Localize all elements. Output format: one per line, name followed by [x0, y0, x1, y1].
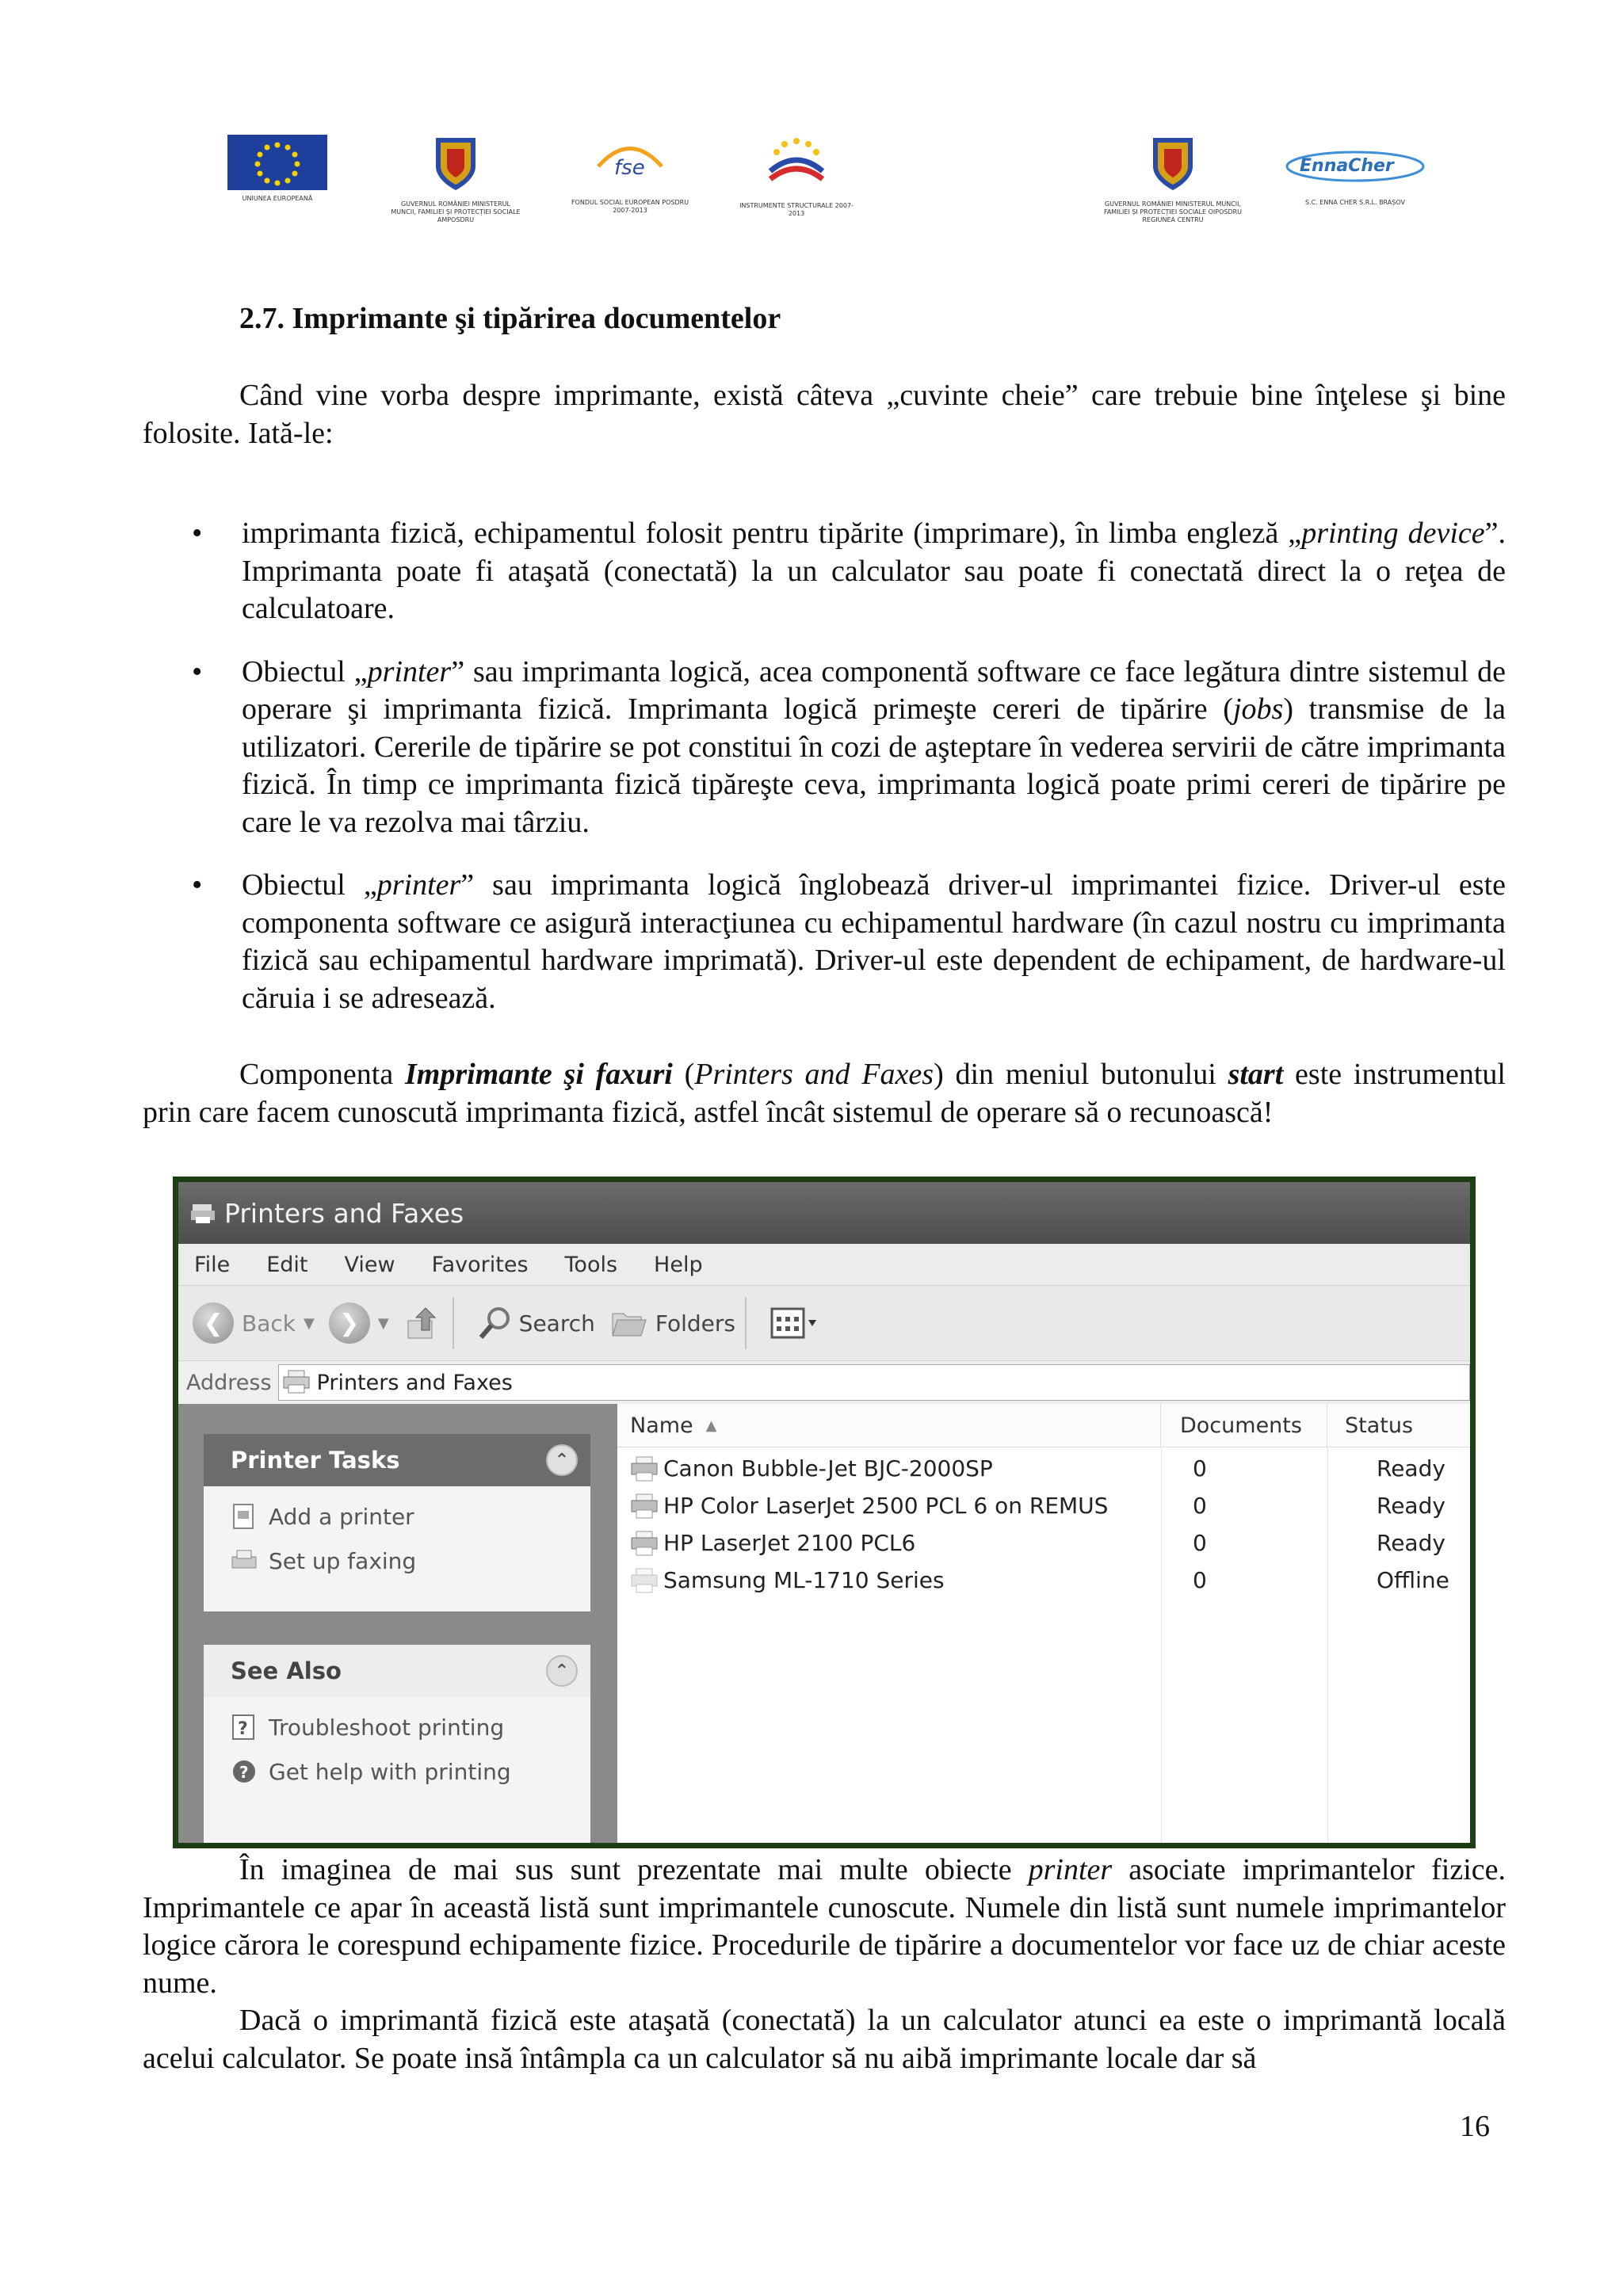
fse-icon — [590, 135, 670, 190]
structural-logo — [737, 135, 856, 218]
task-pane — [178, 1404, 617, 1843]
window-title: Printers and Faxes — [224, 1197, 464, 1229]
toolbar-separator — [745, 1297, 747, 1349]
address-value: Printers and Faxes — [316, 1370, 513, 1395]
logo-caption: FONDUL SOCIAL EUROPEAN POSDRU 2007-2013 — [571, 199, 689, 214]
address-bar — [178, 1361, 1470, 1405]
logo-caption: GUVERNUL ROMÂNIEI MINISTERUL MUNCII, FAMILIEI ȘI PROTECȚIEI SOCIALE AMPOSDRU — [391, 200, 521, 223]
link-troubleshoot-printing[interactable]: ? Troubleshoot printing — [231, 1705, 590, 1749]
printer-tasks-title: Printer Tasks — [231, 1447, 400, 1474]
after-image-paragraph: În imaginea de mai sus sunt prezentate mai multe obiecte printer asociate imprimantelor fizice. Imprimantele ce apar în această listă sunt imprimantele cunoscute. Numele din listă sunt numele imprimantelor logice cărora le corespund echipamente fizice. Procedurile de tipărire a documentelor vor face uz de chiar aceste nume. — [143, 1853, 1507, 2000]
logo-caption: UNIUNEA EUROPEANĂ — [242, 195, 313, 202]
task-setup-faxing[interactable]: Set up faxing — [231, 1539, 590, 1583]
printer-icon — [630, 1567, 659, 1594]
back-label: Back — [242, 1310, 296, 1337]
menu-file[interactable]: File — [194, 1252, 231, 1277]
menu-tools[interactable]: Tools — [564, 1252, 618, 1277]
see-also-title: See Also — [231, 1657, 342, 1684]
printer-tasks-body — [204, 1486, 590, 1594]
sort-ascending-icon: ▲ — [705, 1417, 717, 1434]
list-header — [617, 1404, 1470, 1447]
fse-logo — [571, 135, 689, 215]
printer-tasks-header[interactable] — [204, 1434, 590, 1486]
menu-edit[interactable]: Edit — [266, 1252, 308, 1277]
toolbar-separator — [453, 1297, 454, 1349]
printer-icon — [630, 1455, 659, 1482]
link-get-help-printing[interactable]: ? Get help with printing — [231, 1749, 590, 1794]
column-documents[interactable]: Documents — [1161, 1404, 1327, 1447]
logo-caption: INSTRUMENTE STRUCTURALE 2007-2013 — [739, 202, 854, 217]
ennacher-logo — [1276, 135, 1434, 207]
address-label: Address — [186, 1370, 272, 1395]
add-printer-icon — [231, 1503, 258, 1530]
logo-caption: S.C. ENNA CHER S.R.L. BRAȘOV — [1305, 199, 1405, 206]
eu-logo — [222, 135, 333, 203]
eu-flag-icon — [227, 135, 327, 190]
fax-icon — [231, 1547, 258, 1574]
network-printer-icon — [630, 1493, 659, 1520]
task-add-printer[interactable]: Add a printer — [231, 1494, 590, 1539]
table-row[interactable]: HP LaserJet 2100 PCL6 0 Ready — [617, 1524, 1470, 1562]
printer-list — [617, 1404, 1470, 1843]
svg-text:fse: fse — [614, 156, 645, 180]
list-item: • imprimanta fizică, echipamentul folosit pentru tipărite (imprimare), în limba engleză „printing device”. Imprimanta poate fi ataşată (conectată) la un calculator sau poate fi conectată direct la o reţea de calculatoare. — [143, 515, 1506, 628]
page-number: 16 — [1460, 2110, 1490, 2143]
window-content — [178, 1404, 1470, 1843]
dropdown-arrow-icon: ▼ — [377, 1314, 389, 1332]
intro-paragraph: Când vine vorba despre imprimante, există câteva „cuvinte cheie” care trebuie bine înţelese şi bine folosite. Iată-le: — [143, 379, 1506, 450]
list-item: • Obiectul „printer” sau imprimanta logică înglobează driver-ul imprimantei fizice. Driver-ul este componenta software ce asigură interacţiunea cu echipamentul hardware (în cazul nostru cu imprimanta fizică sau echipamentul hardware imprimată). Driver-ul este dependent de echipament, de hardware-ul căruia i se adresează. — [143, 867, 1506, 1017]
address-input[interactable] — [278, 1364, 1470, 1401]
views-button[interactable] — [770, 1306, 819, 1341]
header-logos — [222, 135, 1458, 261]
structural-instruments-icon — [753, 135, 840, 193]
search-icon — [478, 1306, 513, 1341]
back-button[interactable] — [193, 1302, 315, 1344]
romania-crest-icon — [1148, 135, 1197, 192]
government-logo-1 — [388, 135, 523, 224]
column-name[interactable]: Name ▲ — [617, 1404, 1161, 1447]
printers-and-faxes-screenshot — [173, 1177, 1476, 1848]
see-also-header[interactable] — [204, 1645, 590, 1697]
table-row[interactable]: Canon Bubble-Jet BJC-2000SP 0 Ready — [617, 1450, 1470, 1487]
menubar — [178, 1244, 1470, 1286]
collapse-icon[interactable]: ⌃ — [546, 1655, 578, 1687]
printer-icon — [630, 1530, 659, 1557]
section-heading: 2.7. Imprimante şi tipărirea documentelor — [239, 302, 781, 335]
svg-text:?: ? — [238, 1719, 248, 1739]
ennacher-wordmark-icon — [1284, 143, 1426, 190]
printer-tasks-panel — [204, 1434, 590, 1611]
ennacher-logo-text: EnnaCher — [1300, 156, 1394, 176]
column-status[interactable]: Status — [1345, 1413, 1414, 1438]
views-icon — [770, 1306, 819, 1341]
toolbar — [178, 1286, 1470, 1361]
local-printer-paragraph: Dacă o imprimantă fizică este ataşată (conectată) la un calculator atunci ea este o imprimantă locală acelui calculator. Se poate insă întâmpla ca un calculator să nu aibă imprimante locale dar să — [143, 2004, 1506, 2075]
keywords-list — [143, 515, 1506, 1043]
collapse-icon[interactable]: ⌃ — [546, 1444, 578, 1476]
printer-folder-icon — [189, 1201, 216, 1225]
menu-view[interactable]: View — [344, 1252, 395, 1277]
printer-folder-icon — [282, 1369, 314, 1396]
help-circle-icon — [231, 1758, 258, 1785]
folders-button[interactable] — [609, 1307, 735, 1339]
government-logo-2 — [1094, 135, 1252, 224]
list-item: • Obiectul „printer” sau imprimanta logică, acea componentă software ce face legătura dintre sistemul de operare şi imprimanta fizică. Imprimanta logică primeşte cereri de tipărire (jobs) transmise de la utilizatori. Cererile de tipărire se pot constitui în cozi de aşteptare în vederea servirii de către imprimanta fizică. În timp ce imprimanta fizică tipăreşte ceva, imprimanta logică poate primi cereri de tipărire pe care le va rezolva mai târziu. — [143, 654, 1506, 842]
see-also-body — [204, 1697, 590, 1805]
table-row[interactable]: Samsung ML-1710 Series 0 Offline — [617, 1562, 1470, 1599]
dropdown-arrow-icon: ▼ — [303, 1314, 315, 1332]
forward-button[interactable] — [329, 1302, 389, 1344]
help-page-icon — [231, 1714, 258, 1741]
table-row[interactable]: HP Color LaserJet 2500 PCL 6 on REMUS 0 Ready — [617, 1487, 1470, 1524]
window-titlebar — [178, 1182, 1470, 1244]
forward-arrow-icon: ❯ — [329, 1302, 370, 1344]
up-folder-icon — [403, 1303, 443, 1343]
folders-icon — [609, 1307, 649, 1339]
folders-label: Folders — [655, 1310, 735, 1337]
logo-caption: GUVERNUL ROMÂNIEI MINISTERUL MUNCII, FAMILIEI ȘI PROTECȚIEI SOCIALE OIPOSDRU REGIUNEA CENTRU — [1103, 200, 1243, 223]
svg-text:?: ? — [239, 1763, 249, 1782]
see-also-panel — [204, 1645, 590, 1848]
back-arrow-icon: ❮ — [193, 1302, 234, 1344]
romania-crest-icon — [431, 135, 480, 192]
menu-help[interactable]: Help — [654, 1252, 703, 1277]
search-button[interactable] — [478, 1306, 595, 1341]
up-folder-button[interactable] — [403, 1303, 443, 1343]
search-label: Search — [518, 1310, 595, 1337]
component-paragraph: Componenta Imprimante şi faxuri (Printers and Faxes) din meniul butonului start este instrumentul prin care facem cunoscută imprimanta fizică, astfel încât sistemul de operare să o recunoască! — [143, 1058, 1506, 1129]
menu-favorites[interactable]: Favorites — [431, 1252, 529, 1277]
